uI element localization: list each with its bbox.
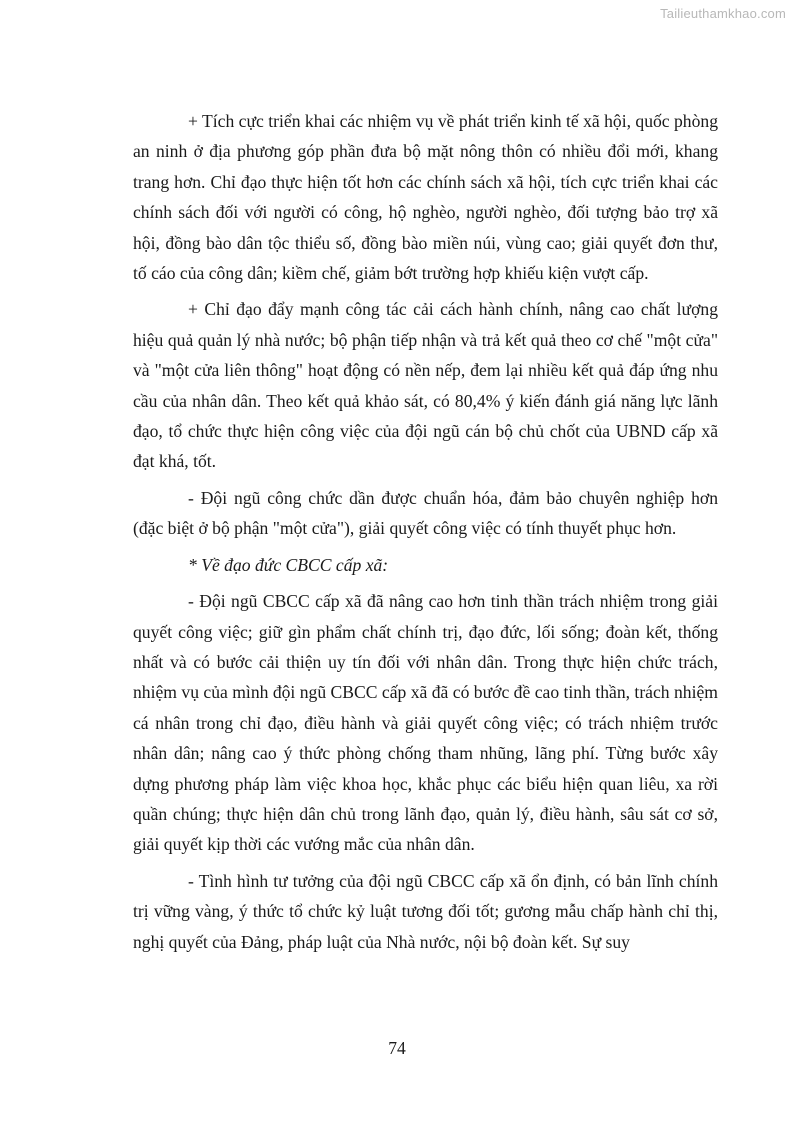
document-body — [133, 106, 718, 963]
paragraph-economic-social: + Tích cực triển khai các nhiệm vụ về phát triển kinh tế xã hội, quốc phòng an ninh ở địa phương góp phần đưa bộ mặt nông thôn có nhiều đổi mới, khang trang hơn. Chỉ đạo thực hiện tốt hơn các chính sách xã hội, tích cực triển khai các chính sách đối với người có công, hộ nghèo, người nghèo, đối tượng bảo trợ xã hội, đồng bào dân tộc thiểu số, đồng bào miền núi, vùng cao; giải quyết đơn thư, tố cáo của công dân; kiềm chế, giảm bớt trường hợp khiếu kiện vượt cấp. — [133, 111, 718, 284]
paragraph-responsibility: - Đội ngũ CBCC cấp xã đã nâng cao hơn tinh thần trách nhiệm trong giải quyết công việc; giữ gìn phẩm chất chính trị, đạo đức, lối sống; đoàn kết, thống nhất và có bước cải thiện uy tín đối với nhân dân. Trong thực hiện chức trách, nhiệm vụ của mình đội ngũ CBCC cấp xã đã có bước đề cao tinh thần, trách nhiệm cá nhân trong chỉ đạo, điều hành và giải quyết công việc; có trách nhiệm trước nhân dân; nâng cao ý thức phòng chống tham nhũng, lãng phí. Từng bước xây dựng phương pháp làm việc khoa học, khắc phục các biểu hiện quan liêu, xa rời quần chúng; thực hiện dân chủ trong lãnh đạo, quản lý, điều hành, sâu sát cơ sở, giải quyết kịp thời các vướng mắc của nhân dân. — [133, 591, 718, 855]
paragraph-administrative-reform: + Chỉ đạo đẩy mạnh công tác cải cách hành chính, nâng cao chất lượng hiệu quả quản lý nhà nước; bộ phận tiếp nhận và trả kết quả theo cơ chế "một cửa" và "một cửa liên thông" hoạt động có nền nếp, đem lại nhiều kết quả đáp ứng nhu cầu của nhân dân. Theo kết quả khảo sát, có 80,4% ý kiến đánh giá năng lực lãnh đạo, tổ chức thực hiện công việc của đội ngũ cán bộ chủ chốt của UBND cấp xã đạt khá, tốt. — [133, 299, 718, 472]
paragraph-staff-standardization: - Đội ngũ công chức dần được chuẩn hóa, đảm bảo chuyên nghiệp hơn (đặc biệt ở bộ phận "một cửa"), giải quyết công việc có tính thuyết phục hơn. — [133, 487, 718, 539]
page-number: 74 — [388, 1038, 406, 1058]
watermark-text: Tailieuthamkhao.com — [660, 6, 786, 21]
section-heading-ethics: * Về đạo đức CBCC cấp xã: — [188, 554, 389, 575]
paragraph-ideology: - Tình hình tư tưởng của đội ngũ CBCC cấp xã ổn định, có bản lĩnh chính trị vững vàng, ý thức tổ chức kỷ luật tương đối tốt; gương mẫu chấp hành chỉ thị, nghị quyết của Đảng, pháp luật của Nhà nước, nội bộ đoàn kết. Sự suy — [133, 870, 718, 952]
